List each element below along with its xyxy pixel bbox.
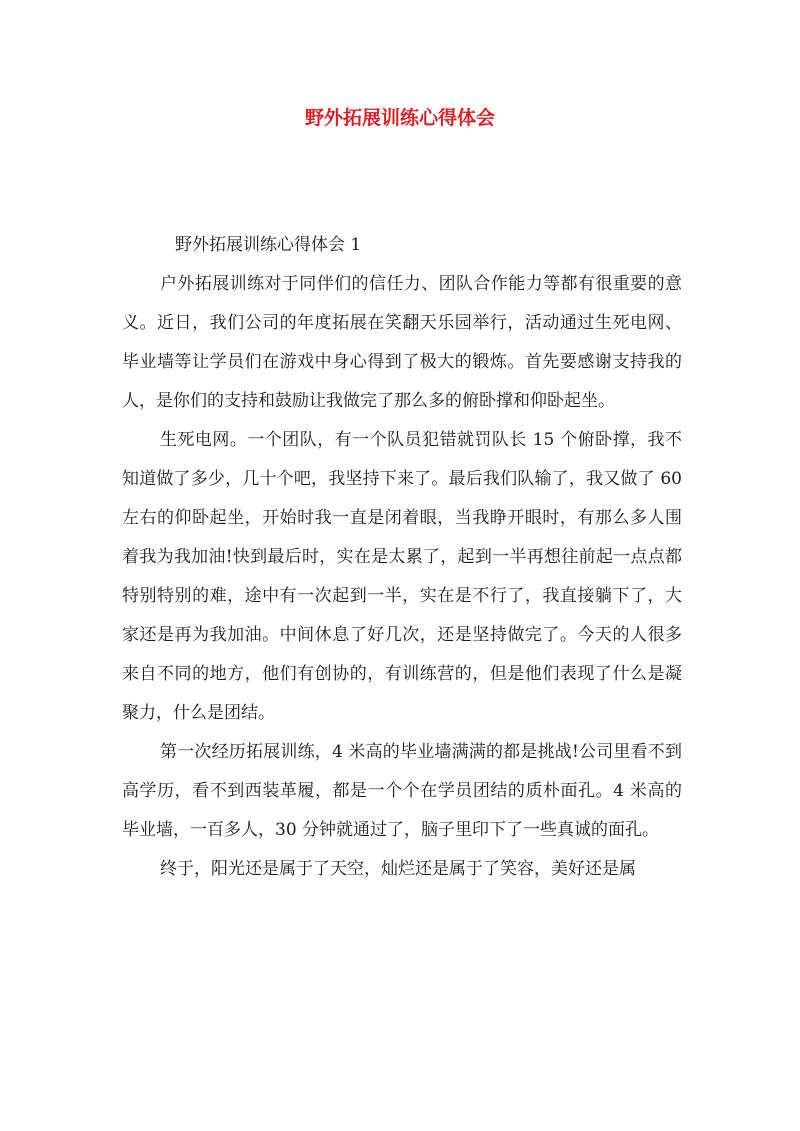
section-subtitle: 野外拓展训练心得体会 1 xyxy=(175,235,362,255)
document-body xyxy=(122,226,682,889)
paragraph-intro: 户外拓展训练对于同伴们的信任力、团队合作能力等都有很重要的意义。近日，我们公司的年度拓展在笑翻天乐园举行，活动通过生死电网、毕业墙等让学员们在游戏中身心得到了极大的锻炼。首先要感谢支持我的人，是你们的支持和鼓励让我做完了那么多的俯卧撑和仰卧起坐。 xyxy=(122,274,682,411)
document-title: 野外拓展训练心得体会 xyxy=(304,107,495,129)
paragraph-graduation-wall: 第一次经历拓展训练，4 米高的毕业墙满满的都是挑战!公司里看不到高学历，看不到西装革履，都是一个个在学员团结的质朴面孔。4 米高的毕业墙，一百多人，30 分钟就通过了，脑子里印下了一些真诚的面孔。 xyxy=(122,742,682,840)
paragraph-closing: 终于，阳光还是属于了天空，灿烂还是属于了笑容，美好还是属 xyxy=(160,859,636,879)
paragraph-electric-net: 生死电网。一个团队，有一个队员犯错就罚队长 15 个俯卧撑，我不知道做了多少，几十个吧，我坚持下来了。最后我们队输了，我又做了 60 左右的仰卧起坐，开始时我一直是闭着眼，当我睁开眼时，有那么多人围着我为我加油!快到最后时，实在是太累了，起到一半再想往前起一点点都特别特别的难，途中有一次起到一半，实在是不行了，我直接躺下了，大家还是再为我加油。中间休息了好几次，还是坚持做完了。今天的人很多来自不同的地方，他们有创协的，有训练营的，但是他们表现了什么是凝聚力，什么是团结。 xyxy=(122,430,682,723)
